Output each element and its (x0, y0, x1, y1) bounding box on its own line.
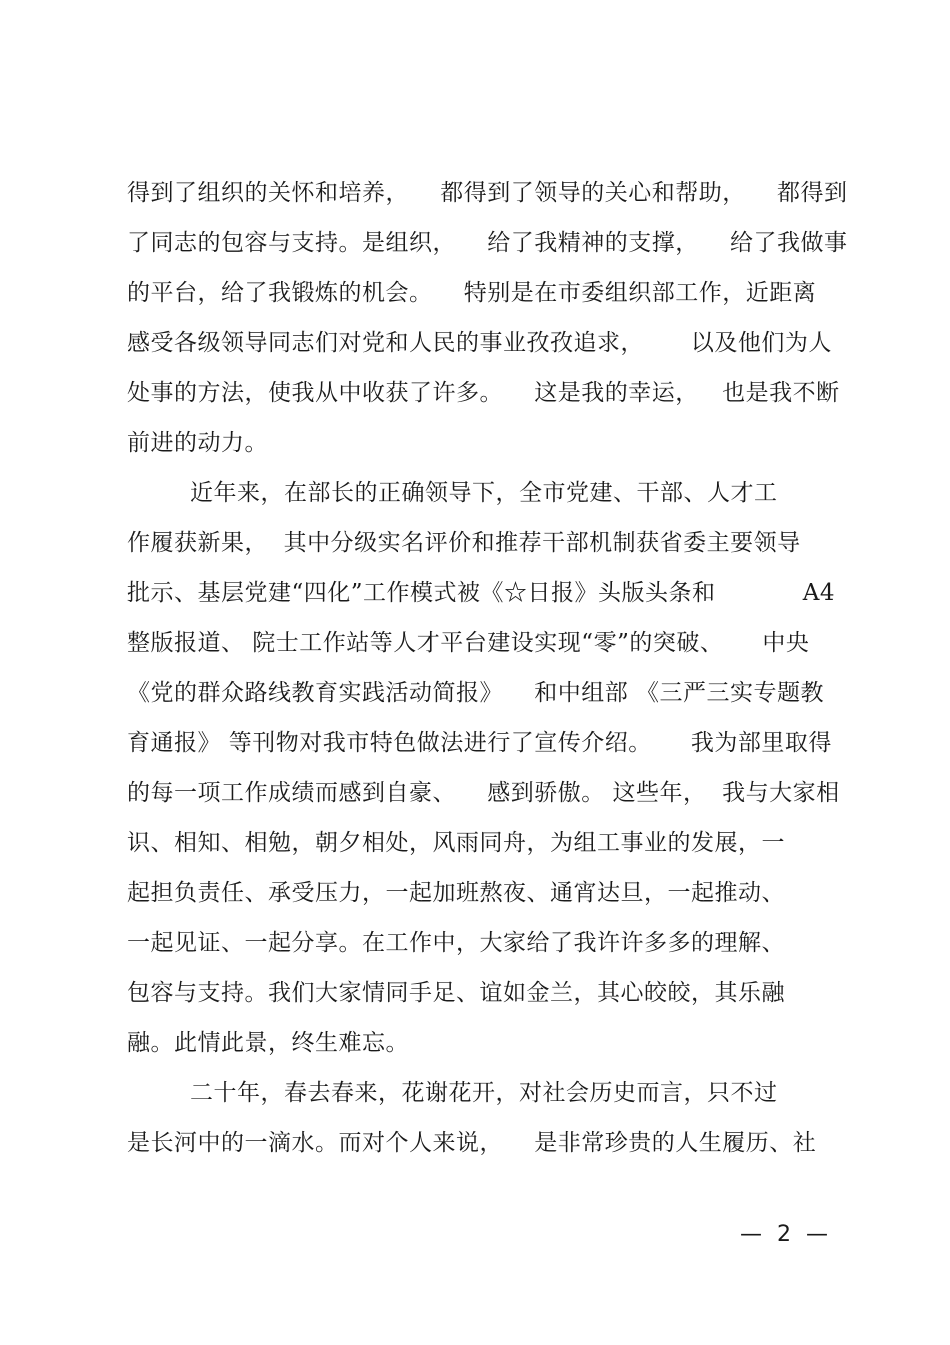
text-line: 作履获新果， 其中分级实名评价和推荐干部机制获省委主要领导 (127, 530, 801, 556)
text-line: 感受各级领导同志们对党和人民的事业孜孜追求， 以及他们为人 (127, 330, 832, 356)
text-line: 的每一项工作成绩而感到自豪、 感到骄傲。 这些年， 我与大家相 (127, 780, 840, 806)
text-line: 融。此情此景，终生难忘。 (127, 1030, 409, 1056)
text-line: 得到了组织的关怀和培养， 都得到了领导的关心和帮助， 都得到 (127, 180, 848, 206)
text-line: 识、相知、相勉，朝夕相处，风雨同舟，为组工事业的发展，一 (127, 830, 785, 856)
text-line: 起担负责任、承受压力，一起加班熬夜、通宵达旦，一起推动、 (127, 880, 785, 906)
text-line: 育通报》 等刊物对我市特色做法进行了宣传介绍。 我为部里取得 (127, 730, 832, 756)
text-line: 了同志的包容与支持。是组织， 给了我精神的支撑， 给了我做事 (127, 230, 848, 256)
text-line: 一起见证、一起分享。在工作中，大家给了我许许多多的理解、 (127, 930, 785, 956)
text-line: 前进的动力。 (127, 430, 268, 456)
paragraph-start-line: 二十年，春去春来，花谢花开，对社会历史而言，只不过 (190, 1080, 778, 1106)
text-line: 整版报道、 院士工作站等人才平台建设实现“零”的突破、 中央 (127, 630, 810, 656)
page-number: — 2 — (740, 1222, 832, 1247)
text-line: 是长河中的一滴水。而对个人来说， 是非常珍贵的人生履历、社 (127, 1130, 817, 1156)
text-line: 《党的群众路线教育实践活动简报》 和中组部 《三严三实专题教 (127, 680, 825, 706)
text-line: 处事的方法，使我从中收获了许多。 这是我的幸运， 也是我不断 (127, 380, 840, 406)
text-fragment-a4: A4 (802, 580, 835, 606)
paragraph-start-line: 近年来，在部长的正确领导下，全市党建、干部、人才工 (190, 480, 778, 506)
text-line: 批示、基层党建“四化”工作模式被《☆日报》头版头条和 (127, 580, 716, 606)
text-line: 的平台，给了我锻炼的机会。 特别是在市委组织部工作，近距离 (127, 280, 817, 306)
text-line: 包容与支持。我们大家情同手足、谊如金兰，其心皎皎，其乐融 (127, 980, 785, 1006)
